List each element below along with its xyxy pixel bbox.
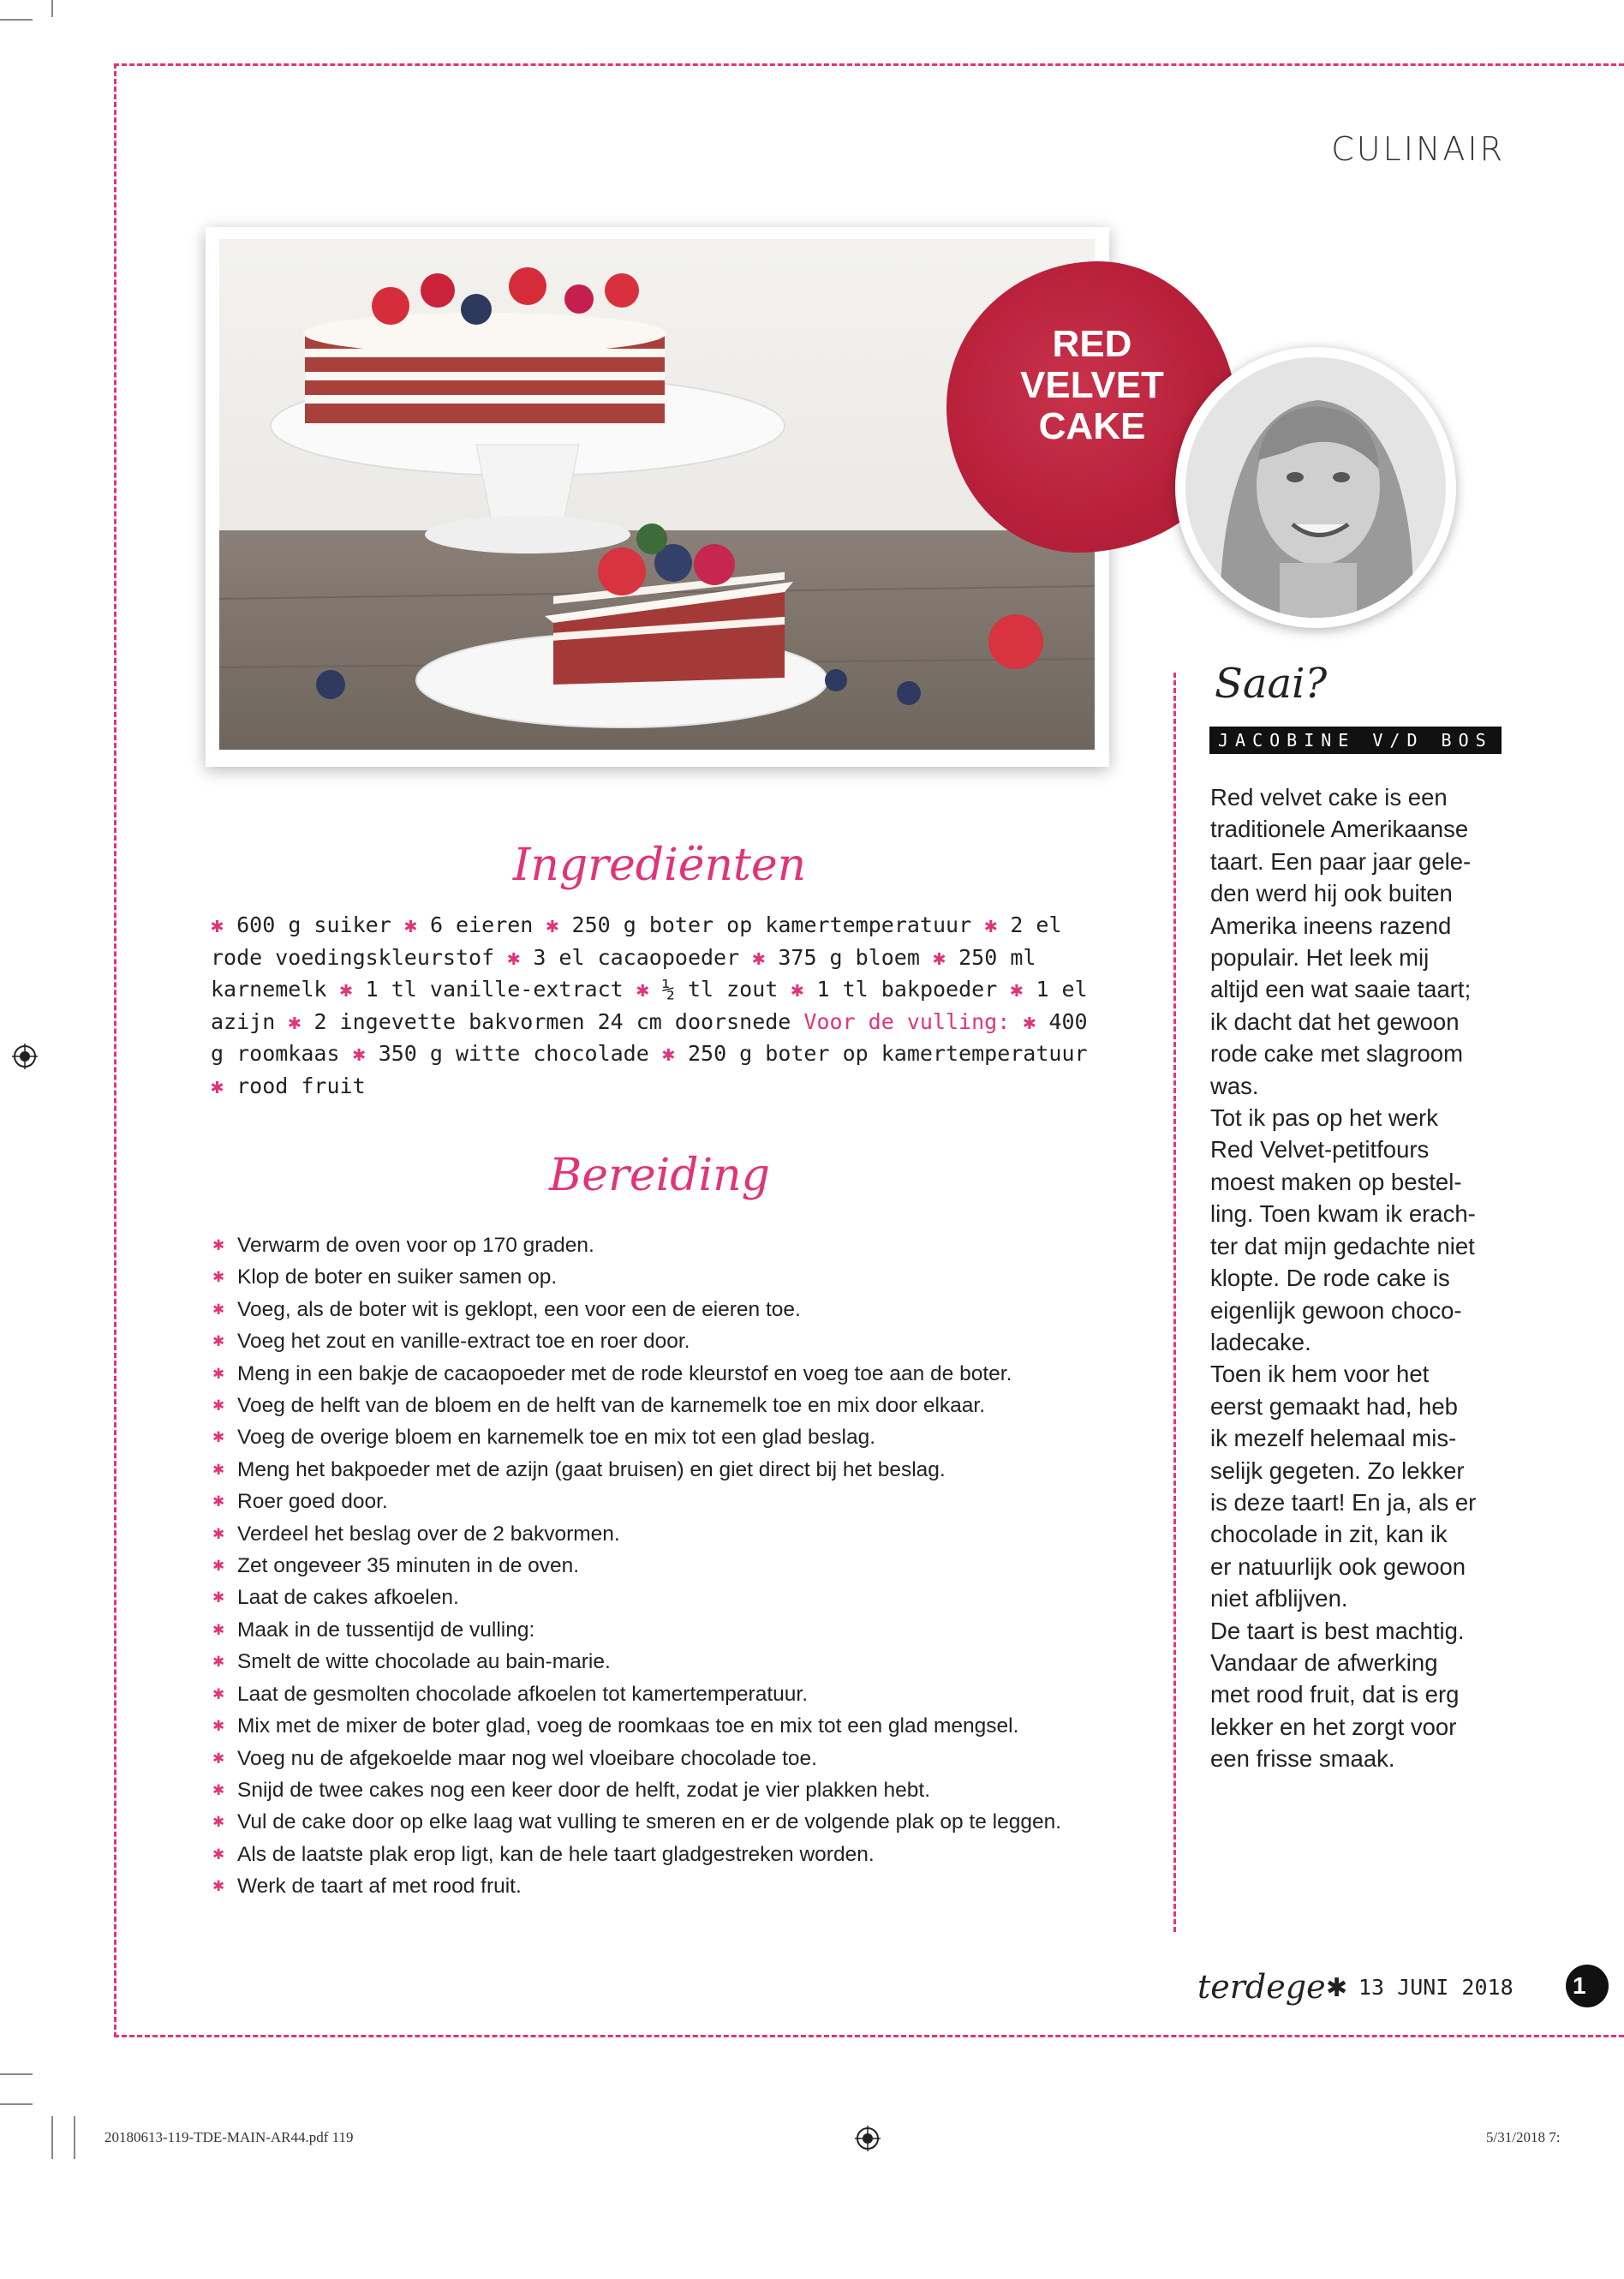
step-item: ✱ Verdeel het beslag over de 2 bakvormen. xyxy=(212,1518,1137,1550)
column-line: rode cake met slagroom xyxy=(1210,1040,1463,1068)
bullet-icon: ✱ xyxy=(211,1073,224,1098)
column-line: ik mezelf helemaal mis- xyxy=(1210,1425,1457,1452)
step-item: ✱ Snijd de twee cakes nog een keer door de helft, zodat je vier plakken hebt. xyxy=(212,1774,1137,1806)
recipe-title-line: CAKE xyxy=(1038,405,1146,447)
bullet-icon: ✱ xyxy=(984,912,998,937)
column-line: ter dat mijn gedachte niet xyxy=(1210,1232,1475,1259)
step-item: ✱ Voeg, als de boter wit is geklopt, een voor een de eieren toe. xyxy=(212,1294,1137,1325)
column-line: ik dacht dat het gewoon xyxy=(1210,1008,1460,1035)
column-line: De taart is best machtig. xyxy=(1210,1617,1465,1644)
column-line: klopte. De rode cake is xyxy=(1210,1265,1450,1292)
crop-mark xyxy=(0,19,33,21)
step-item: ✱ Voeg de overige bloem en karnemelk toe en mix tot een glad beslag. xyxy=(212,1421,1137,1453)
print-slug-file: 20180613-119-TDE-MAIN-AR44.pdf 119 xyxy=(104,2129,354,2145)
ingredient: 1 tl bakpoeder xyxy=(816,977,998,1002)
column-line: populair. Het leek mij xyxy=(1210,944,1430,972)
recipe-photo xyxy=(219,239,1095,750)
filling-ingredient: rood fruit xyxy=(236,1073,366,1098)
ingredient: 250 ml karnemelk xyxy=(211,944,1036,1002)
author-name: JACOBINE V/D BOS xyxy=(1209,727,1502,754)
column-line: is deze taart! En ja, als er xyxy=(1210,1488,1477,1516)
step-item: ✱ Voeg nu de afgekoelde maar nog wel vloeibare chocolade toe. xyxy=(212,1743,1137,1774)
column-line: traditionele Amerikaanse xyxy=(1210,816,1469,843)
crop-mark xyxy=(51,0,53,17)
bullet-icon: ✱ xyxy=(507,944,521,970)
step-item: ✱ Verwarm de oven voor op 170 graden. xyxy=(212,1229,1137,1261)
ingredient: ½ tl zout xyxy=(661,977,779,1002)
ingredient: 6 eieren xyxy=(429,912,534,937)
bullet-icon: ✱ xyxy=(403,912,417,937)
crop-mark xyxy=(51,2116,53,2159)
column-line: chocolade in zit, kan ik xyxy=(1210,1521,1448,1548)
crop-mark xyxy=(0,2103,33,2105)
step-item: ✱ Laat de cakes afkoelen. xyxy=(212,1582,1137,1613)
filling-label: Voor de vulling: xyxy=(803,1008,1011,1034)
registration-mark-icon xyxy=(855,2126,881,2151)
column-line: Tot ik pas op het werk xyxy=(1210,1104,1438,1132)
column-line: met rood fruit, dat is erg xyxy=(1210,1681,1460,1708)
step-item: ✱ Werk de taart af met rood fruit. xyxy=(212,1870,1137,1902)
filling-ingredient: 400 g roomkaas xyxy=(211,1008,1088,1066)
step-item: ✱ Zet ongeveer 35 minuten in de oven. xyxy=(212,1550,1137,1582)
column-line: altijd een wat saaie taart; xyxy=(1210,976,1472,1003)
column-line: taart. Een paar jaar gele- xyxy=(1210,847,1472,875)
column-line: Vandaar de afwerking xyxy=(1210,1648,1438,1676)
column-line: niet afblijven. xyxy=(1210,1585,1348,1612)
column-line: er natuurlijk ook gewoon xyxy=(1210,1552,1466,1580)
column-line: was. xyxy=(1210,1072,1259,1099)
step-item: ✱ Roer goed door. xyxy=(212,1486,1137,1517)
bullet-icon: ✱ xyxy=(791,977,804,1002)
column-line: lekker en het zorgt voor xyxy=(1210,1713,1457,1740)
asterisk-icon: ✱ xyxy=(1326,1974,1348,2002)
column-line: eerst gemaakt had, heb xyxy=(1210,1392,1458,1420)
preparation-heading: Bereiding xyxy=(549,1150,770,1201)
crop-mark xyxy=(0,2073,33,2075)
ingredient: 375 g bloem xyxy=(778,944,920,970)
ingredient: 1 tl vanille-extract xyxy=(365,977,624,1002)
bullet-icon: ✱ xyxy=(1010,977,1024,1002)
step-item: ✱ Laat de gesmolten chocolade afkoelen tot kamertemperatuur. xyxy=(212,1678,1137,1710)
ingredient: 250 g boter op kamertemperatuur xyxy=(571,912,972,937)
print-slug-datetime: 5/31/2018 7: xyxy=(1486,2129,1561,2145)
bullet-icon: ✱ xyxy=(932,944,946,970)
step-item: ✱ Meng het bakpoeder met de azijn (gaat bruisen) en giet direct bij het beslag. xyxy=(212,1454,1137,1486)
ingredient: 3 el cacaopoeder xyxy=(533,944,740,970)
bullet-icon: ✱ xyxy=(546,912,559,937)
column-line: Amerika ineens razend xyxy=(1210,912,1452,939)
recipe-title-badge xyxy=(981,324,1203,447)
column-line: ladecake. xyxy=(1210,1328,1311,1355)
ingredients-heading: Ingrediënten xyxy=(512,840,807,891)
filling-ingredient: 350 g witte chocolade xyxy=(378,1041,649,1066)
ingredients-list xyxy=(211,909,1110,1102)
bullet-icon: ✱ xyxy=(1023,1008,1036,1034)
step-item: ✱ Voeg het zout en vanille-extract toe en roer door. xyxy=(212,1325,1137,1357)
bullet-icon: ✱ xyxy=(352,1041,366,1066)
filling-ingredient: 250 g boter op kamertemperatuur xyxy=(687,1041,1088,1066)
ingredient: 2 el rode voedingskleurstof xyxy=(211,912,1062,970)
recipe-title-line: VELVET xyxy=(1020,364,1164,406)
issue-date: 13 JUNI 2018 xyxy=(1358,1975,1514,2000)
column-title: Saai? xyxy=(1215,660,1328,708)
step-item: ✱ Meng in een bakje de cacaopoeder met de rode kleurstof en voeg toe aan de boter. xyxy=(212,1358,1137,1390)
column-body xyxy=(1210,781,1519,1775)
column-line: een frisse smaak. xyxy=(1210,1745,1395,1773)
column-line: moest maken op bestel- xyxy=(1210,1168,1462,1195)
ingredient: 2 ingevette bakvormen 24 cm doorsnede xyxy=(313,1008,791,1034)
registration-mark-icon xyxy=(12,1044,38,1069)
ingredient: 1 el azijn xyxy=(211,977,1088,1034)
preparation-steps xyxy=(212,1229,1137,1903)
step-item: ✱ Maak in de tussentijd de vulling: xyxy=(212,1614,1137,1646)
step-item: ✱ Smelt de witte chocolade au bain-marie. xyxy=(212,1646,1137,1678)
column-line: Red Velvet-petitfours xyxy=(1210,1136,1430,1163)
column-line: ling. Toen kwam ik erach- xyxy=(1210,1200,1476,1228)
column-line: Toen ik hem voor het xyxy=(1210,1361,1430,1388)
page-number: 1 xyxy=(1566,1965,1609,2007)
crop-mark xyxy=(74,2116,75,2159)
bullet-icon: ✱ xyxy=(636,977,649,1002)
author-photo xyxy=(1185,357,1446,618)
column-line: Red velvet cake is een xyxy=(1210,784,1448,811)
section-label: CULINAIR xyxy=(1331,130,1505,168)
step-item: ✱ Voeg de helft van de bloem en de helft van de karnemelk toe en mix door elkaar. xyxy=(212,1390,1137,1421)
column-line: eigenlijk gewoon choco- xyxy=(1210,1296,1462,1324)
step-item: ✱ Als de laatste plak erop ligt, kan de hele taart gladgestreken worden. xyxy=(212,1839,1137,1870)
step-item: ✱ Vul de cake door op elke laag wat vulling te smeren en er de volgende plak op te leggen. xyxy=(212,1806,1137,1838)
column-divider xyxy=(1173,673,1176,1932)
bullet-icon: ✱ xyxy=(211,912,224,937)
step-item: ✱ Mix met de mixer de boter glad, voeg de roomkaas toe en mix tot een glad mengsel. xyxy=(212,1710,1137,1742)
bullet-icon: ✱ xyxy=(288,1008,302,1034)
bullet-icon: ✱ xyxy=(661,1041,675,1066)
column-line: selijk gegeten. Zo lekker xyxy=(1210,1457,1465,1484)
column-line: den werd hij ook buiten xyxy=(1210,880,1453,907)
bullet-icon: ✱ xyxy=(752,944,766,970)
step-item: ✱ Klop de boter en suiker samen op. xyxy=(212,1261,1137,1293)
recipe-title-line: RED xyxy=(1052,323,1132,365)
bullet-icon: ✱ xyxy=(339,977,353,1002)
ingredient: 600 g suiker xyxy=(236,912,391,937)
author-portrait xyxy=(1175,347,1456,628)
magazine-brand: terdege xyxy=(1197,1968,1326,2006)
